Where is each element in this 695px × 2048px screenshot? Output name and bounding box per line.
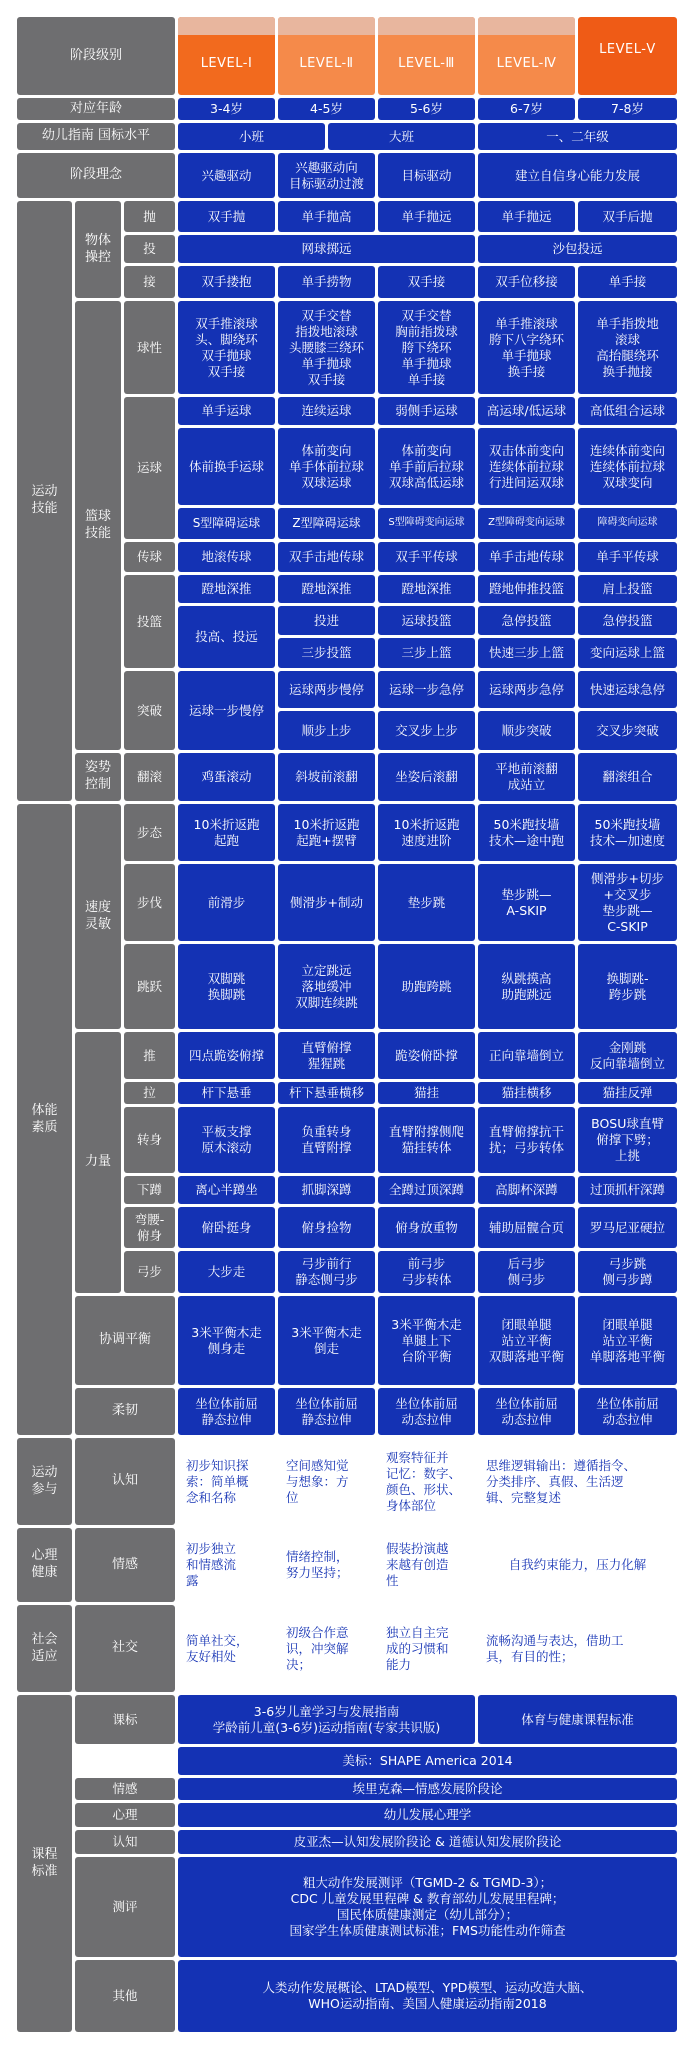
category-flexibility: 柔韧 <box>75 1388 175 1435</box>
shoot-cell: 快速三步上篮 <box>478 638 575 668</box>
coordination-cell: 闭眼单腿 站立平衡 双脚落地平衡 <box>478 1296 575 1385</box>
dribble-cell: 双击体前变向 连续体前拉球 行进间运双球 <box>478 428 575 505</box>
breakthrough-cell: 顺步突破 <box>478 711 575 750</box>
dribble-cell: 连续体前变向 连续体前拉球 双球变向 <box>578 428 677 505</box>
breakthrough-cell: 运球两步急停 <box>478 671 575 708</box>
breakthrough-cell: 顺步上步 <box>278 711 375 750</box>
guide-cell: 大班 <box>328 123 475 150</box>
shoot-cell: 蹬地深推 <box>278 575 375 603</box>
standard-curriculum-right: 体育与健康课程标准 <box>478 1695 677 1744</box>
ball-sense-cell: 单手推滚球 胯下八字绕环 单手抛球 换手接 <box>478 301 575 394</box>
row-label-squat: 下蹲 <box>124 1176 175 1204</box>
level-4-header <box>478 17 575 95</box>
category-coordination-balance: 协调平衡 <box>75 1296 175 1385</box>
row-label-roll: 翻滚 <box>124 753 175 801</box>
row-label-breakthrough: 突破 <box>124 671 175 750</box>
cognition-cell: 空间感知觉 与想象：方 位 <box>278 1438 375 1525</box>
dribble-cell: Z型障碍运球 <box>278 508 375 539</box>
row-label-turn: 转身 <box>124 1107 175 1173</box>
lunge-cell: 前弓步 弓步转体 <box>378 1251 475 1293</box>
level-3-label: LEVEL-Ⅲ <box>398 55 455 71</box>
cognition-cell: 观察特征并 记忆：数字、 颜色、形状、 身体部位 <box>378 1438 475 1525</box>
footwork-cell: 垫步跳 <box>378 864 475 941</box>
dribble-cell: Z型障碍变向运球 <box>478 508 575 539</box>
lunge-cell: 大步走 <box>178 1251 275 1293</box>
category-basketball-skills: 篮球 技能 <box>75 301 121 750</box>
flexibility-cell: 坐位体前屈 动态拉伸 <box>478 1388 575 1435</box>
social-cell: 流畅沟通与表达，借助工 具，有目的性； <box>478 1605 677 1692</box>
lunge-cell: 弓步前行 静态侧弓步 <box>278 1251 375 1293</box>
guide-cell: 小班 <box>178 123 325 150</box>
squat-cell: 过顶抓杆深蹲 <box>578 1176 677 1204</box>
row-label-std-curriculum: 课标 <box>75 1695 175 1744</box>
social-cell: 初级合作意 识，冲突解 决； <box>278 1605 375 1692</box>
hinge-cell: 俯身捡物 <box>278 1207 375 1248</box>
roll-cell: 坐姿后滚翻 <box>378 753 475 801</box>
standard-emotion: 埃里克森—情感发展阶段论 <box>178 1778 677 1800</box>
hinge-cell: 罗马尼亚硬拉 <box>578 1207 677 1248</box>
pass-cell: 单手平传球 <box>578 542 677 572</box>
row-label-std-cognition: 认知 <box>75 1830 175 1854</box>
squat-cell: 全蹲过顶深蹲 <box>378 1176 475 1204</box>
pass-cell: 双手平传球 <box>378 542 475 572</box>
emotion-cell: 假装扮演越 来越有创造 性 <box>378 1528 475 1602</box>
jump-cell: 立定跳远 落地缓冲 双脚连续跳 <box>278 944 375 1029</box>
pull-cell: 杆下悬垂 <box>178 1082 275 1104</box>
roll-cell: 平地前滚翻 成站立 <box>478 753 575 801</box>
shoot-cell: 投高、投远 <box>178 606 275 668</box>
dribble-cell: 弱侧手运球 <box>378 397 475 425</box>
standard-psychology: 幼儿发展心理学 <box>178 1803 677 1827</box>
flexibility-cell: 坐位体前屈 动态拉伸 <box>378 1388 475 1435</box>
row-label-shoot: 投篮 <box>124 575 175 668</box>
guide-cell: 一、二年级 <box>478 123 677 150</box>
social-cell: 简单社交， 友好相处 <box>178 1605 275 1692</box>
standard-shape: 美标：SHAPE America 2014 <box>178 1747 677 1775</box>
philosophy-cell: 建立自信身心能力发展 <box>478 153 677 198</box>
philosophy-header: 阶段理念 <box>17 153 175 198</box>
flexibility-cell: 坐位体前屈 静态拉伸 <box>278 1388 375 1435</box>
row-label-std-other: 其他 <box>75 1960 175 2032</box>
row-label-hinge: 弯腰- 俯身 <box>124 1207 175 1248</box>
cognition-cell: 思维逻辑输出：遵循指令、 分类排序、真假、生活逻 辑、完整复述 <box>478 1438 677 1525</box>
throw-cell: 单手抛远 <box>478 201 575 232</box>
dribble-cell: S型障碍运球 <box>178 508 275 539</box>
row-label-catch: 接 <box>124 266 175 298</box>
dribble-cell: 高低组合运球 <box>578 397 677 425</box>
shoot-cell: 三步上篮 <box>378 638 475 668</box>
shoot-cell: 蹬地伸推投篮 <box>478 575 575 603</box>
catch-cell: 双手位移接 <box>478 266 575 298</box>
push-cell: 直臂俯撑 猩猩跳 <box>278 1032 375 1079</box>
philosophy-cell: 兴趣驱动 <box>178 153 275 198</box>
standard-other: 人类动作发展概论、LTAD模型、YPD模型、运动改造大脑、 WHO运动指南、美国人健康运动指南2018 <box>178 1960 677 2032</box>
pass-cell: 地滚传球 <box>178 542 275 572</box>
footwork-cell: 垫步跳— A-SKIP <box>478 864 575 941</box>
shoot-cell: 投进 <box>278 606 375 635</box>
toss-cell: 网球掷远 <box>178 235 475 263</box>
level-1-header <box>178 17 275 95</box>
philosophy-cell: 目标驱动 <box>378 153 475 198</box>
shoot-cell: 急停投篮 <box>578 606 677 635</box>
row-label-lunge: 弓步 <box>124 1251 175 1293</box>
row-label-push: 推 <box>124 1032 175 1079</box>
pull-cell: 猫挂横移 <box>478 1082 575 1104</box>
flexibility-cell: 坐位体前屈 动态拉伸 <box>578 1388 677 1435</box>
dribble-cell: 体前变向 单手前后拉球 双球高低运球 <box>378 428 475 505</box>
throw-cell: 单手抛高 <box>278 201 375 232</box>
shoot-cell: 肩上投篮 <box>578 575 677 603</box>
category-social-adaptation: 社会 适应 <box>17 1605 72 1692</box>
throw-cell: 双手抛 <box>178 201 275 232</box>
hinge-cell: 俯卧挺身 <box>178 1207 275 1248</box>
squat-cell: 高脚杯深蹲 <box>478 1176 575 1204</box>
standard-cognition: 皮亚杰—认知发展阶段论 & 道德认知发展阶段论 <box>178 1830 677 1854</box>
shoot-cell: 变向运球上篮 <box>578 638 677 668</box>
row-label-pull: 拉 <box>124 1082 175 1104</box>
push-cell: 正向靠墙倒立 <box>478 1032 575 1079</box>
coordination-cell: 3米平衡木走 单腿上下 台阶平衡 <box>378 1296 475 1385</box>
category-strength: 力量 <box>75 1032 121 1293</box>
toss-cell: 沙包投远 <box>478 235 677 263</box>
catch-cell: 单手接 <box>578 266 677 298</box>
category-posture-control: 姿势 控制 <box>75 753 121 801</box>
roll-cell: 鸡蛋滚动 <box>178 753 275 801</box>
row-label-dribble: 运球 <box>124 397 175 539</box>
category-fitness: 体能 素质 <box>17 804 72 1435</box>
footwork-cell: 侧滑步+制动 <box>278 864 375 941</box>
gait-cell: 10米折返跑 起跑+摆臂 <box>278 804 375 861</box>
level-5-label: LEVEL-Ⅴ <box>599 41 656 57</box>
dribble-cell: 体前变向 单手体前拉球 双球运球 <box>278 428 375 505</box>
category-curriculum-standard: 课程 标准 <box>17 1695 72 2032</box>
breakthrough-cell: 交叉步上步 <box>378 711 475 750</box>
emotion-cell: 自我约束能力，压力化解 <box>478 1528 677 1602</box>
catch-cell: 双手搂抱 <box>178 266 275 298</box>
throw-cell: 单手抛远 <box>378 201 475 232</box>
level-2-header <box>278 17 375 95</box>
shoot-cell: 三步投篮 <box>278 638 375 668</box>
category-motor-skills: 运动 技能 <box>17 201 72 801</box>
dribble-cell: S型障碍变向运球 <box>378 508 475 539</box>
gait-cell: 10米折返跑 速度进阶 <box>378 804 475 861</box>
pass-cell: 单手击地传球 <box>478 542 575 572</box>
turn-cell: 平板支撑 原木滚动 <box>178 1107 275 1173</box>
level-2-label: LEVEL-Ⅱ <box>299 55 354 71</box>
philosophy-cell: 兴趣驱动向 目标驱动过渡 <box>278 153 375 198</box>
coordination-cell: 闭眼单腿 站立平衡 单脚落地平衡 <box>578 1296 677 1385</box>
squat-cell: 离心半蹲坐 <box>178 1176 275 1204</box>
catch-cell: 双手接 <box>378 266 475 298</box>
ball-sense-cell: 双手推滚球 头、脚绕环 双手抛球 双手接 <box>178 301 275 394</box>
dribble-cell: 高运球/低运球 <box>478 397 575 425</box>
level-3-header <box>378 17 475 95</box>
category-object-control: 物体 操控 <box>75 201 121 298</box>
push-cell: 跪姿俯卧撑 <box>378 1032 475 1079</box>
standard-assessment: 粗大动作发展测评（TGMD-2 & TGMD-3）； CDC 儿童发展里程碑 & 教育部幼儿发展里程碑； 国民体质健康测定（幼儿部分）； 国家学生体质健康测试标准；FMS功能性动作筛查 <box>178 1857 677 1957</box>
ball-sense-cell: 单手指拨地 滚球 高抬腿绕环 换手抛接 <box>578 301 677 394</box>
age-cell: 3-4岁 <box>178 98 275 120</box>
row-label-pass: 传球 <box>124 542 175 572</box>
catch-cell: 单手捞物 <box>278 266 375 298</box>
category-participation: 运动 参与 <box>17 1438 72 1525</box>
level-4-label: LEVEL-Ⅳ <box>496 55 557 71</box>
age-cell: 5-6岁 <box>378 98 475 120</box>
roll-cell: 斜坡前滚翻 <box>278 753 375 801</box>
category-social: 社交 <box>75 1605 175 1692</box>
dribble-cell: 障碍变向运球 <box>578 508 677 539</box>
guide-header: 幼儿指南 国标水平 <box>17 123 175 150</box>
throw-cell: 双手后抛 <box>578 201 677 232</box>
ball-sense-cell: 双手交替 胸前指拨球 胯下绕环 单手抛球 单手接 <box>378 301 475 394</box>
turn-cell: BOSU球直臂 俯撑下劈； 上挑 <box>578 1107 677 1173</box>
standard-curriculum-left: 3-6岁儿童学习与发展指南 学龄前儿童(3-6岁)运动指南(专家共识版) <box>178 1695 475 1744</box>
footwork-cell: 侧滑步+切步 +交叉步 垫步跳— C-SKIP <box>578 864 677 941</box>
row-label-gait: 步态 <box>124 804 175 861</box>
flexibility-cell: 坐位体前屈 静态拉伸 <box>178 1388 275 1435</box>
shoot-cell: 蹬地深推 <box>378 575 475 603</box>
row-label-ball-sense: 球性 <box>124 301 175 394</box>
row-label-std-assessment: 测评 <box>75 1857 175 1957</box>
dribble-cell: 连续运球 <box>278 397 375 425</box>
breakthrough-cell: 运球两步慢停 <box>278 671 375 708</box>
coordination-cell: 3米平衡木走 倒走 <box>278 1296 375 1385</box>
age-cell: 4-5岁 <box>278 98 375 120</box>
age-cell: 7-8岁 <box>578 98 677 120</box>
gait-cell: 50米跑技墙 技术—加速度 <box>578 804 677 861</box>
shoot-cell: 急停投篮 <box>478 606 575 635</box>
level-5-header <box>578 17 677 95</box>
dribble-cell: 单手运球 <box>178 397 275 425</box>
dribble-cell: 体前换手运球 <box>178 428 275 505</box>
row-label-jump: 跳跃 <box>124 944 175 1029</box>
row-label-std-emotion: 情感 <box>75 1778 175 1800</box>
jump-cell: 换脚跳- 跨步跳 <box>578 944 677 1029</box>
breakthrough-cell: 交叉步突破 <box>578 711 677 750</box>
turn-cell: 直臂附撑侧爬 猫挂转体 <box>378 1107 475 1173</box>
breakthrough-cell: 运球一步慢停 <box>178 671 275 750</box>
stage-level-header: 阶段级别 <box>17 17 175 95</box>
footwork-cell: 前滑步 <box>178 864 275 941</box>
age-cell: 6-7岁 <box>478 98 575 120</box>
category-emotion: 情感 <box>75 1528 175 1602</box>
pass-cell: 双手击地传球 <box>278 542 375 572</box>
category-speed-agility: 速度 灵敏 <box>75 804 121 1029</box>
shoot-cell: 运球投篮 <box>378 606 475 635</box>
social-cell: 独立自主完 成的习惯和 能力 <box>378 1605 475 1692</box>
ball-sense-cell: 双手交替 指拨地滚球 头腰膝三绕环 单手抛球 双手接 <box>278 301 375 394</box>
row-label-throw: 抛 <box>124 201 175 232</box>
level-1-label: LEVEL-Ⅰ <box>200 55 253 71</box>
age-header: 对应年龄 <box>17 98 175 120</box>
coordination-cell: 3米平衡木走 侧身走 <box>178 1296 275 1385</box>
emotion-cell: 情绪控制， 努力坚持； <box>278 1528 375 1602</box>
row-label-std-psychology: 心理 <box>75 1803 175 1827</box>
lunge-cell: 后弓步 侧弓步 <box>478 1251 575 1293</box>
pull-cell: 杆下悬垂横移 <box>278 1082 375 1104</box>
jump-cell: 助跑跨跳 <box>378 944 475 1029</box>
turn-cell: 负重转身 直臂附撑 <box>278 1107 375 1173</box>
emotion-cell: 初步独立 和情感流 露 <box>178 1528 275 1602</box>
breakthrough-cell: 快速运球急停 <box>578 671 677 708</box>
category-mental-health: 心理 健康 <box>17 1528 72 1602</box>
push-cell: 四点跪姿俯撑 <box>178 1032 275 1079</box>
lunge-cell: 弓步跳 侧弓步蹲 <box>578 1251 677 1293</box>
cognition-cell: 初步知识探 索：简单概 念和名称 <box>178 1438 275 1525</box>
row-label-footwork: 步伐 <box>124 864 175 941</box>
push-cell: 金刚跳 反向靠墙倒立 <box>578 1032 677 1079</box>
shoot-cell: 蹬地深推 <box>178 575 275 603</box>
hinge-cell: 辅助屈髋合页 <box>478 1207 575 1248</box>
hinge-cell: 俯身放重物 <box>378 1207 475 1248</box>
category-cognition: 认知 <box>75 1438 175 1525</box>
pull-cell: 猫挂反弹 <box>578 1082 677 1104</box>
gait-cell: 10米折返跑 起跑 <box>178 804 275 861</box>
pull-cell: 猫挂 <box>378 1082 475 1104</box>
roll-cell: 翻滚组合 <box>578 753 677 801</box>
gait-cell: 50米跑技墙 技术—途中跑 <box>478 804 575 861</box>
jump-cell: 双脚跳 换脚跳 <box>178 944 275 1029</box>
squat-cell: 抓脚深蹲 <box>278 1176 375 1204</box>
turn-cell: 直臂俯撑抗干 扰；弓步转体 <box>478 1107 575 1173</box>
jump-cell: 纵跳摸高 助跑跳远 <box>478 944 575 1029</box>
breakthrough-cell: 运球一步急停 <box>378 671 475 708</box>
row-label-toss: 投 <box>124 235 175 263</box>
